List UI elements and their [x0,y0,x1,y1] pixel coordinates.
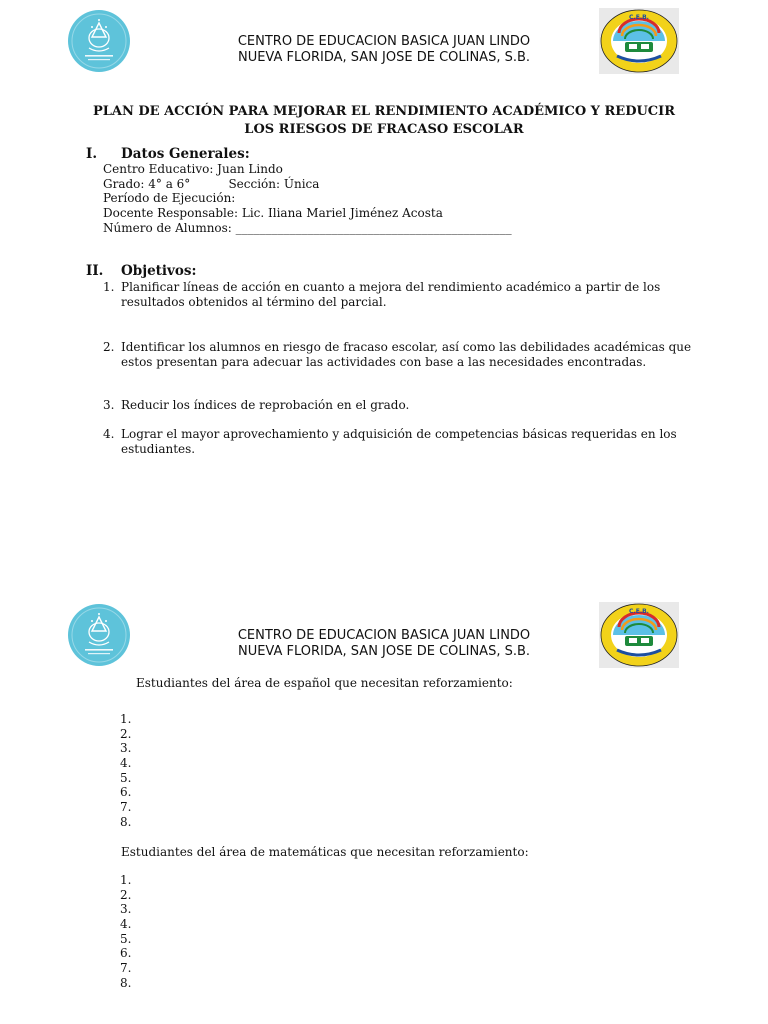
list-item: 3. [120,741,132,756]
section-1-number: I. [86,146,98,162]
document-title [0,103,768,139]
document-page-2 [0,596,768,1024]
school-emblem-logo [599,8,679,74]
list-item: 2. [120,726,132,741]
spanish-student-list [120,712,131,830]
list-item: 6. [120,785,132,800]
objective-text: Reducir los índices de reprobación en el grado. [121,398,410,412]
list-item: 8. [120,814,132,829]
school-name: CENTRO DE EDUCACION BASICA JUAN LINDO [237,628,531,643]
objective-item [103,340,693,370]
objective-item [103,398,693,413]
spanish-reinforcement-prompt: Estudiantes del área de español que necesitan reforzamiento: [136,676,513,690]
list-item: 7. [120,961,132,976]
objective-item [103,427,693,457]
school-location: NUEVA FLORIDA, SAN JOSE DE COLINAS, S.B. [237,50,531,65]
list-item: 8. [120,975,132,990]
objective-number: 3. [103,398,115,412]
math-reinforcement-prompt: Estudiantes del área de matemáticas que necesitan reforzamiento: [121,845,529,859]
school-emblem-logo [599,602,679,668]
field-grade-section: Grado: 4° a 6° Sección: Única [103,176,320,191]
objective-text: Lograr el mayor aprovechamiento y adquisición de competencias básicas requeridas en los estudiantes. [121,427,677,456]
svg-text:C.E.B.: C.E.B. [629,608,649,615]
objective-number: 4. [103,427,115,441]
section-2-number: II. [86,263,104,279]
list-item: 7. [120,800,132,815]
general-data-fields [103,162,512,235]
school-name: CENTRO DE EDUCACION BASICA JUAN LINDO [237,34,531,49]
objective-item [103,280,693,310]
list-item: 1. [120,873,132,887]
field-teacher: Docente Responsable: Lic. Iliana Mariel Jiménez Acosta [103,206,443,221]
objective-number: 2. [103,340,115,354]
list-item: 4. [120,756,132,771]
list-item: 1. [120,712,132,726]
list-item: 5. [120,931,132,946]
list-item: 3. [120,902,132,917]
objective-text: Identificar los alumnos en riesgo de fracaso escolar, así como las debilidades académicas que estos presentan para adecuar las actividades con base a las necesidades encontradas. [121,340,692,369]
field-period: Período de Ejecución: [103,191,236,206]
objective-number: 1. [103,280,115,294]
objective-text: Planificar líneas de acción en cuanto a mejora del rendimiento académico a partir de los resultados obtenidos al término del parcial. [121,280,661,309]
section-2-heading: Objetivos: [121,263,197,279]
list-item: 2. [120,887,132,902]
field-school: Centro Educativo: Juan Lindo [103,162,283,176]
title-line-2: LOS RIESGOS DE FRACASO ESCOLAR [244,122,524,137]
title-line-1: PLAN DE ACCIÓN PARA MEJORAR EL RENDIMIENTO ACADÉMICO Y REDUCIR [92,104,676,119]
field-student-count: Número de Alumnos: ______________________________________________ [103,220,512,235]
school-location: NUEVA FLORIDA, SAN JOSE DE COLINAS, S.B. [237,644,531,659]
section-1-heading: Datos Generales: [121,146,250,162]
list-item: 5. [120,770,132,785]
list-item: 6. [120,946,132,961]
list-item: 4. [120,917,132,932]
math-student-list [120,873,131,991]
svg-text:C.E.B.: C.E.B. [629,14,649,21]
